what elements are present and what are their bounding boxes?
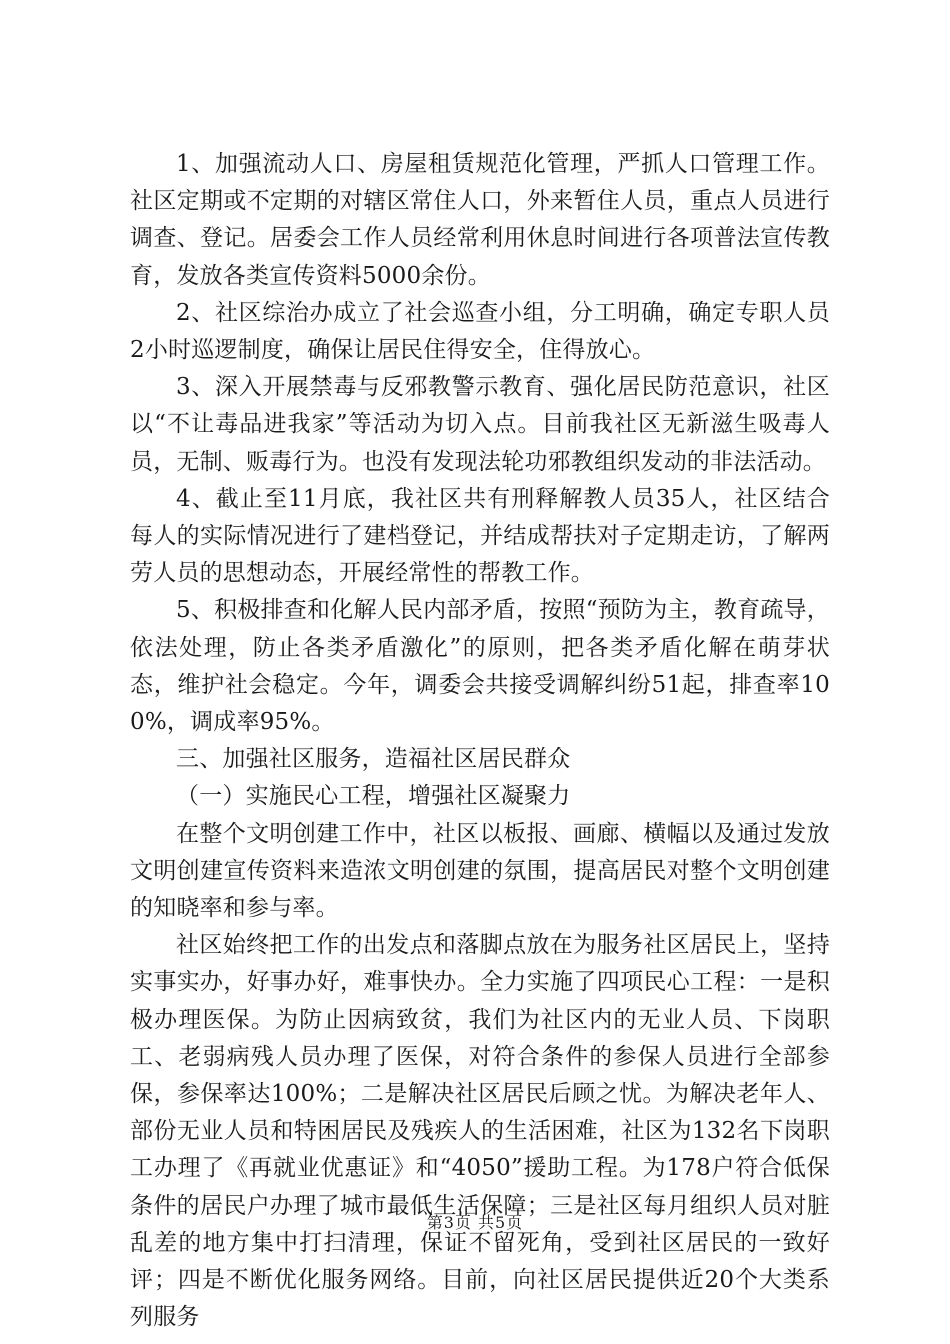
paragraph-patrol-group: 2、社区综治办成立了社会巡查小组，分工明确，确定专职人员2小时巡逻制度，确保让居民住得安全，住得放心。 [130,299,830,364]
paragraph-anti-drug-education: 3、深入开展禁毒与反邪教警示教育、强化居民防范意识，社区以“不让毒品进我家”等活动为切入点。目前我社区无新滋生吸毒人员，无制、贩毒行为。也没有发现法轮功邪教组织发动的非法活动。 [130,374,830,475]
paragraph-conflict-resolution: 5、积极排查和化解人民内部矛盾，按照“预防为主，教育疏导，依法处理，防止各类矛盾激化”的原则，把各类矛盾化解在萌芽状态，维护社会稳定。今年，调委会共接受调解纠纷51起，排查率100%，调成率95%。 [130,597,830,736]
page-number-footer: 第3页 共5页 [426,1213,524,1232]
paragraph-four-projects: 社区始终把工作的出发点和落脚点放在为服务社区居民上，坚持实事实办，好事办好，难事快办。全力实施了四项民心工程：一是积极办理医保。为防止因病致贫，我们为社区内的无业人员、下岗职工、老弱病残人员办理了医保，对符合条件的参保人员进行全部参保，参保率达100%；二是解决社区居民后顾之忧。为解决老年人、部份无业人员和特困居民及残疾人的生活困难，社区为132名下岗职工办理了《再就业优惠证》和“4050”援助工程。为178户符合低保条件的居民户办理了城市最低生活保障；三是社区每月组织人员对脏乱差的地方集中打扫清理，保证不留死角，受到社区居民的一致好评；四是不断优化服务网络。目前，向社区居民提供近20个大类系列服务 [130,932,830,1331]
paragraph-civilization-campaign: 在整个文明创建工作中，社区以板报、画廊、横幅以及通过发放文明创建宣传资料来造浓文明创建的氛围，提高居民对整个文明创建的知晓率和参与率。 [130,820,830,922]
section-heading-community-service: 三、加强社区服务，造福社区居民群众 [176,746,571,773]
document-body [130,146,830,1337]
paragraph-population-management: 1、加强流动人口、房屋租赁规范化管理，严抓人口管理工作。社区定期或不定期的对辖区常住人口，外来暂住人员，重点人员进行调查、登记。居委会工作人员经常利用休息时间进行各项普法宣传教育，发放各类宣传资料5000余份。 [130,151,830,289]
paragraph-released-persons: 4、截止至11月底，我社区共有刑释解教人员35人，社区结合每人的实际情况进行了建档登记，并结成帮扶对子定期走访，了解两劳人员的思想动态，开展经常性的帮教工作。 [130,485,830,587]
subsection-heading-public-projects: （一）实施民心工程，增强社区凝聚力 [176,783,571,810]
